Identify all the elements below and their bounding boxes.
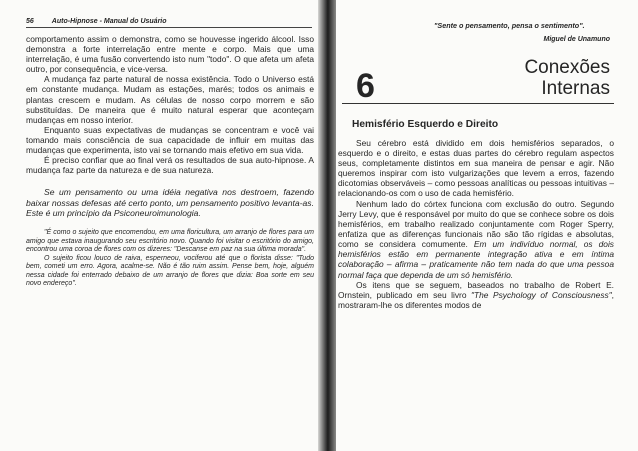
italic-quote: Em um indivíduo normal, os dois hemisférios estão em permanente integração ativa e em íntima colaboração – afirma – praticamente não tem nada do que uma pessoa normal faça que dependa de um só hemisfério. [338,239,614,280]
paragraph-text: Os itens que se seguem, baseados no trabalho de Robert E. Ornstein, publicado em seu livro [338,279,614,300]
paragraph [338,199,614,280]
epigraph: "Sente o pensamento, pensa o sentimento". [434,21,585,30]
paragraph-text: , mostraram-lhe os diferentes modos de [338,289,614,311]
paragraph: comportamento assim o demonstra, como se houvesse ingerido álcool. Isso demonstra a forte interrelação entre mente e corpo. Mais que uma interrelação, é uma fusão convertendo isto num "todo". O que afeta um afeta outro, por consequência, e vice-versa. [26,34,314,75]
book-title: "The Psychology of Consciousness" [471,289,612,300]
story-paragraph: "É como o sujeito que encomendou, em uma floricultura, um arranjo de flores para um amigo que estava inaugurando seu escritório novo. Quando foi visitar o escritório do amigo, encontrou uma coroa de flores com os dizeres: "Descanse em paz na sua última morada". [26,228,314,254]
emphasis-paragraph: Se um pensamento ou uma idéia negativa nos destroem, fazendo baixar nossas defesas até certo ponto, um pensamento positivo levanta-as. Este é um princípio da Psiconeuroimunologia. [26,187,314,218]
running-head-title: Auto-Hipnose - Manual do Usuário [51,18,167,25]
book-gutter [318,0,336,451]
paragraph: É preciso confiar que ao final verá os resultados de sua auto-hipnose. A mudança faz parte da natureza e de sua natureza. [26,155,314,176]
right-page [338,18,614,443]
paragraph [338,280,614,310]
epigraph-author: Miguel de Unamuno [543,35,610,43]
paragraph-text: Nenhum lado do córtex funciona com exclusão do outro. Segundo Jerry Levy, que é responsável por muito do que se conhece sobre os dois hemisférios, em trabalho realizado conjuntamente com Roger Sperry, enfatiza que as diferenças funcionais não são tão rígidas e absolutas, como se considera comumente. [338,198,614,250]
chapter-heading [338,57,614,117]
running-header [26,18,312,28]
paragraph: A mudança faz parte natural de nossa existência. Todo o Universo está em constante mudança. Mudam as estações, marés; todos os animais e plantas crescem e mudam. As células de nosso corpo morrem e são substituídas. De maneira que é muito natural esperar que aconteçam mudanças em nosso interior. [26,74,314,125]
chapter-title [524,57,610,99]
chapter-title-line: Internas [541,77,610,99]
chapter-rule [342,103,614,104]
left-page [26,18,314,443]
section-heading: Hemisfério Esquerdo e Direito [352,118,499,130]
page-number: 56 [26,18,34,25]
paragraph: Enquanto suas expectativas de mudanças se concentram e você vai tomando mais consciência de sua capacidade de influir em muitas das mudanças que experimenta, isto vai se tornando mais efetivo em sua vida. [26,124,314,156]
chapter-number: 6 [356,66,375,105]
chapter-title-line: Conexões [524,56,610,78]
paragraph: Seu cérebro está dividido em dois hemisférios separados, o esquerdo e o direito, e estas duas partes do cérebro regulam aspectos seus, completamente distintos em sua maneira de pensar e agir. Não queremos inspirar com isto vulgarizações que levem a erros, fazendo dicotomias observáveis – como pessoas analíticas ou pessoas intuitivas – relacionando-os com o uso de cada hemisfério. [338,137,614,199]
story-paragraph: O sujeito ficou louco de raiva, esperneou, vociferou até que o florista disse: "Tudo bem, cometi um erro. Agora, acalme-se. Não é tão ruim assim. Pense bem, hoje, alguém nessa cidade foi enterrado debaixo de um arranjo de flores que dizia: Boa sorte em seu novo endereço". [26,254,314,288]
